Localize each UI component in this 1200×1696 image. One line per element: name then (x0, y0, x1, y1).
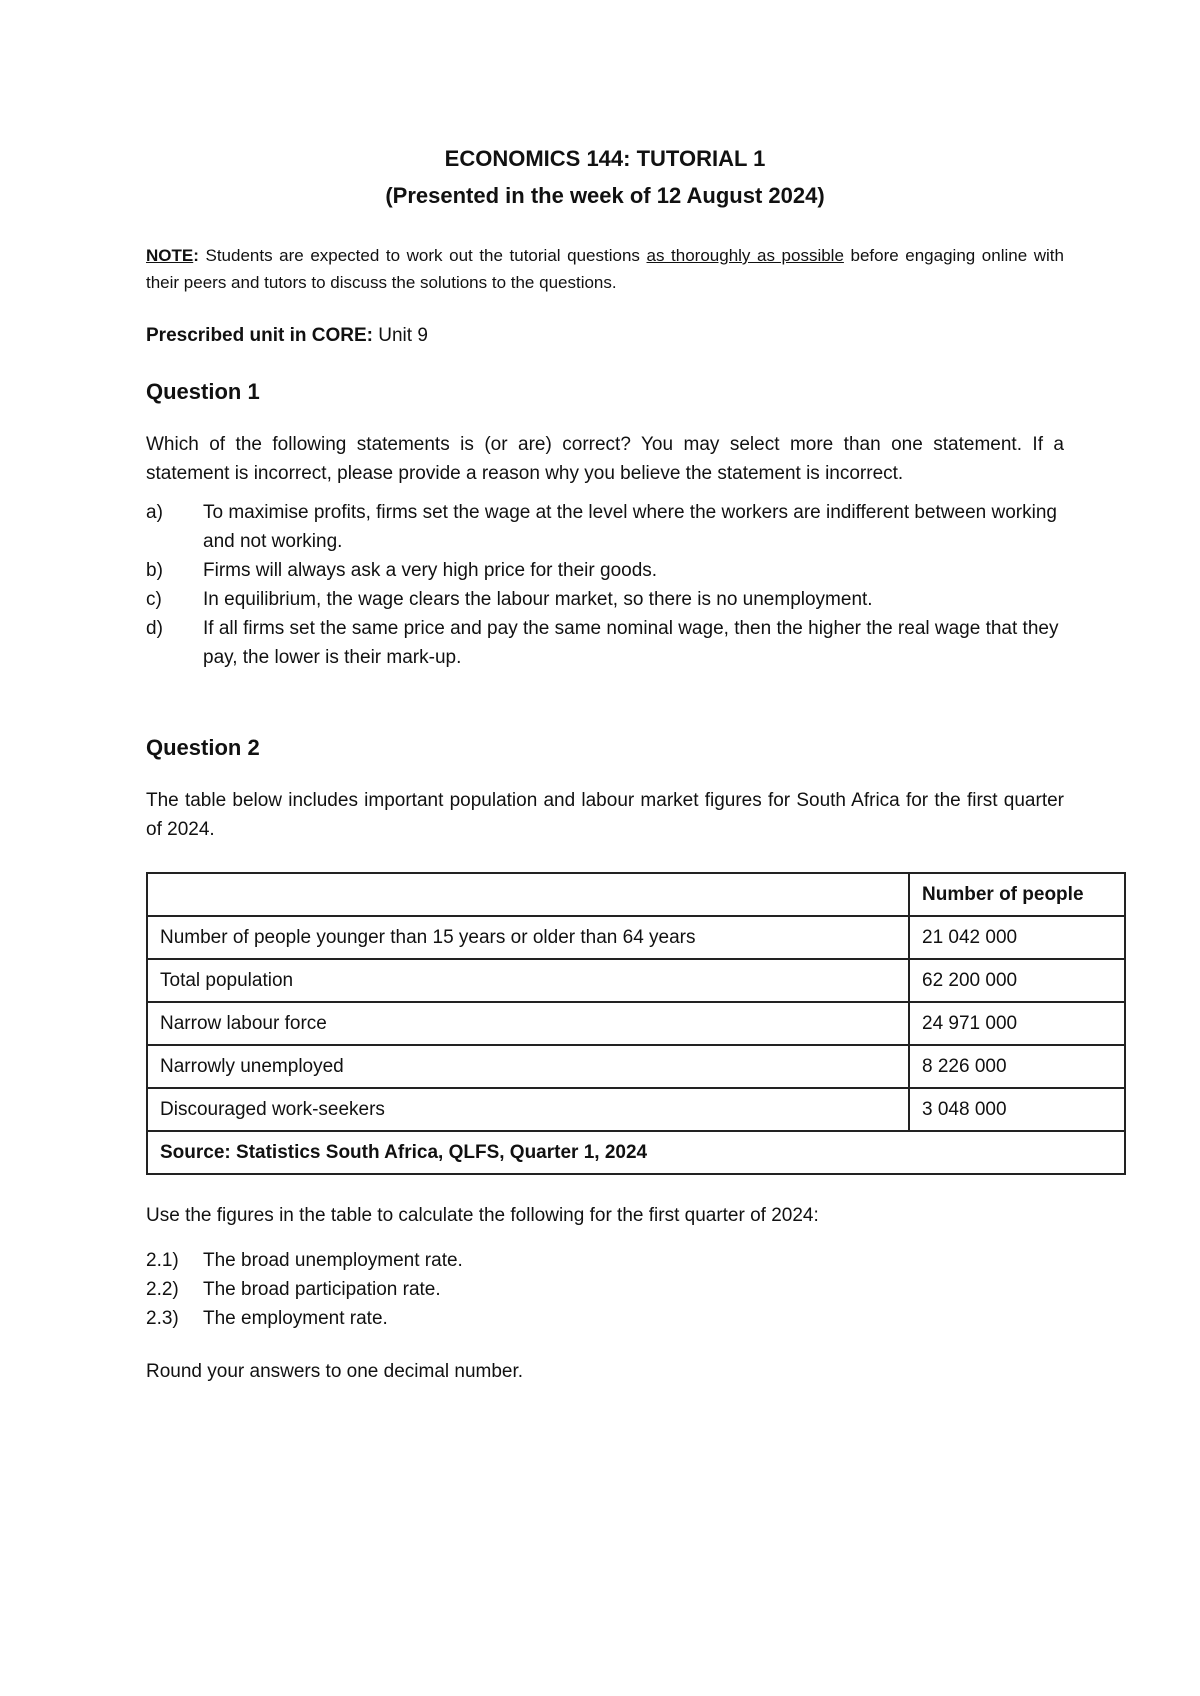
note-colon: : (193, 246, 199, 265)
prescribed-label: Prescribed unit in CORE: (146, 325, 373, 346)
table-row-label: Narrowly unemployed (147, 1045, 909, 1088)
calc-label: 2.2) (146, 1279, 179, 1300)
question1-statement-list (146, 498, 1064, 672)
list-item (146, 1304, 1064, 1333)
question1-heading: Question 1 (146, 379, 260, 404)
list-item (146, 585, 1064, 614)
table-row (147, 1045, 1125, 1088)
statement-label: b) (146, 560, 163, 581)
list-item (146, 556, 1064, 585)
table-header-number-of-people: Number of people (909, 873, 1125, 916)
statement-text: If all firms set the same price and pay the same nominal wage, then the higher the real wage that they pay, the lower is their mark-up. (203, 618, 1059, 668)
document-page (146, 140, 1084, 1386)
list-item (146, 614, 1064, 672)
statement-label: d) (146, 618, 163, 639)
question2-calculation-list (146, 1246, 1064, 1333)
table-header-empty-cell (147, 873, 909, 916)
note-paragraph (146, 242, 1064, 296)
table-row-label: Total population (147, 959, 909, 1002)
calc-label: 2.1) (146, 1250, 179, 1271)
rounding-instruction: Round your answers to one decimal number. (146, 1361, 524, 1382)
table-row (147, 959, 1125, 1002)
document-subtitle: (Presented in the week of 12 August 2024) (385, 183, 825, 208)
statement-label: a) (146, 502, 163, 523)
table-row (147, 1002, 1125, 1045)
note-underlined-text: as thoroughly as possible (646, 246, 844, 265)
labour-market-table (146, 872, 1126, 1175)
note-label: NOTE (146, 246, 194, 265)
calc-text: The broad unemployment rate. (203, 1250, 463, 1271)
table-row (147, 916, 1125, 959)
table-row-value: 21 042 000 (909, 916, 1125, 959)
table-source-row (147, 1131, 1125, 1174)
list-item (146, 1246, 1064, 1275)
prescribed-value: Unit 9 (372, 325, 428, 346)
list-item (146, 1275, 1064, 1304)
question1-intro: Which of the following statements is (or are) correct? You may select more than one statement. If a statement is incorrect, please provide a reason why you believe the statement is incorrect. (146, 434, 1064, 484)
note-text-after: before engaging online with their peers and tutors to discuss the solutions to the questions. (146, 246, 1064, 292)
calc-label: 2.3) (146, 1308, 179, 1329)
question2-intro: The table below includes important population and labour market figures for South Africa for the first quarter of 2024. (146, 790, 1064, 840)
table-row-label: Discouraged work-seekers (147, 1088, 909, 1131)
statement-text: Firms will always ask a very high price for their goods. (203, 560, 658, 581)
note-text-before: Students are expected to work out the tutorial questions (198, 246, 647, 265)
table-row (147, 1088, 1125, 1131)
calc-text: The employment rate. (203, 1308, 388, 1329)
question2-instruction: Use the figures in the table to calculate the following for the first quarter of 2024: (146, 1205, 819, 1226)
table-row-value: 8 226 000 (909, 1045, 1125, 1088)
question2-heading: Question 2 (146, 735, 260, 760)
list-item (146, 498, 1064, 556)
table-row-value: 62 200 000 (909, 959, 1125, 1002)
statement-text: In equilibrium, the wage clears the labour market, so there is no unemployment. (203, 589, 873, 610)
table-header-row (147, 873, 1125, 916)
table-row-label: Number of people younger than 15 years or older than 64 years (147, 916, 909, 959)
prescribed-unit (146, 322, 1064, 350)
table-row-value: 24 971 000 (909, 1002, 1125, 1045)
table-source: Source: Statistics South Africa, QLFS, Quarter 1, 2024 (147, 1131, 1125, 1174)
document-title: ECONOMICS 144: TUTORIAL 1 (444, 146, 766, 171)
calc-text: The broad participation rate. (203, 1279, 441, 1300)
statement-text: To maximise profits, firms set the wage at the level where the workers are indifferent between working and not working. (203, 502, 1057, 552)
table-row-label: Narrow labour force (147, 1002, 909, 1045)
table-row-value: 3 048 000 (909, 1088, 1125, 1131)
statement-label: c) (146, 589, 162, 610)
